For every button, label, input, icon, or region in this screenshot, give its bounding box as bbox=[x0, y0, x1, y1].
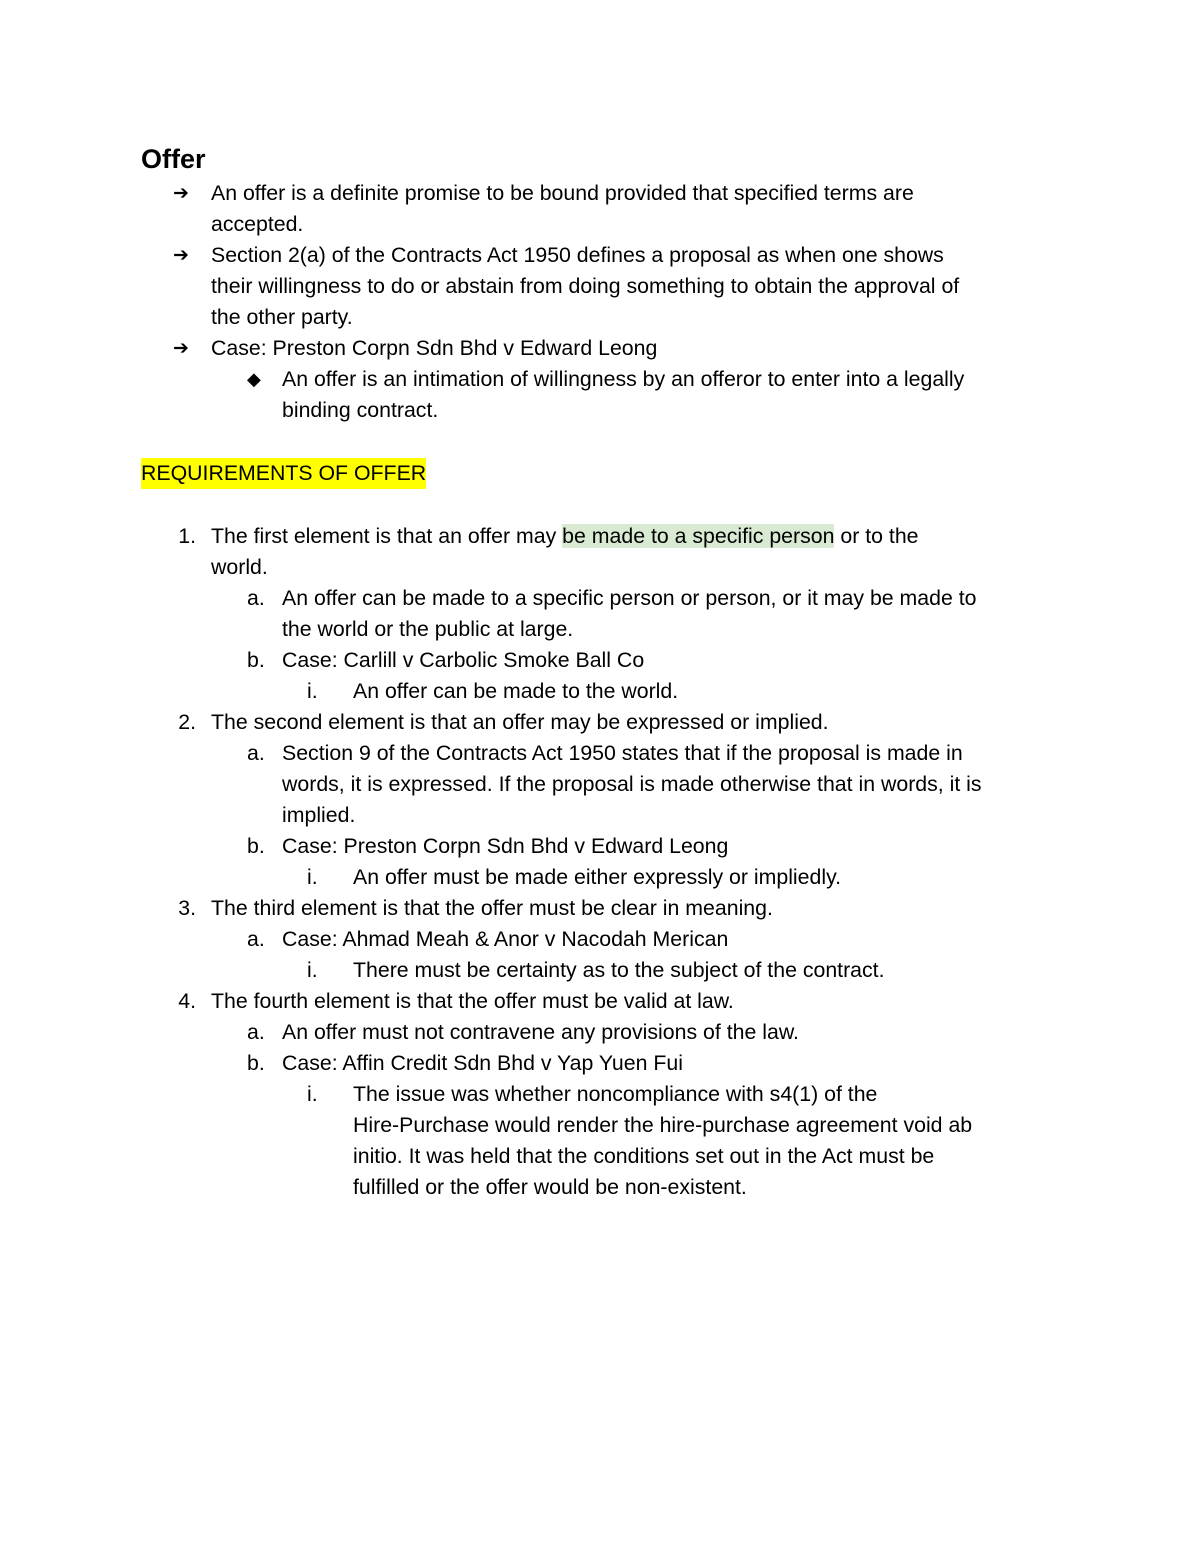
arrow-icon: ➔ bbox=[173, 245, 189, 266]
list-roman: i. bbox=[307, 1082, 318, 1106]
list-letter: a. bbox=[247, 586, 265, 610]
sub-sub-item-line: Hire-Purchase would render the hire-purchase agreement void ab bbox=[353, 1113, 973, 1137]
sub-item-line: Case: Ahmad Meah & Anor v Nacodah Merican bbox=[282, 927, 729, 951]
list-letter: a. bbox=[247, 927, 265, 951]
list-number: 1. bbox=[178, 524, 196, 548]
list-roman: i. bbox=[307, 865, 318, 889]
list-letter: b. bbox=[247, 1051, 265, 1075]
section-heading: REQUIREMENTS OF OFFER bbox=[141, 458, 426, 489]
sub-item-line: An offer can be made to a specific person or person, or it may be made to bbox=[282, 586, 977, 610]
sub-item-line: implied. bbox=[282, 803, 356, 827]
sub-item-line: Case: Preston Corpn Sdn Bhd v Edward Leong bbox=[282, 834, 729, 858]
sub-sub-item-line: An offer must be made either expressly or impliedly. bbox=[353, 865, 842, 889]
bullet-line: their willingness to do or abstain from doing something to obtain the approval of bbox=[211, 274, 960, 298]
list-number: 3. bbox=[178, 896, 196, 920]
list-roman: i. bbox=[307, 679, 318, 703]
list-letter: a. bbox=[247, 741, 265, 765]
sub-item-line: words, it is expressed. If the proposal is made otherwise that in words, it is bbox=[282, 772, 982, 796]
list-item-text: or to the bbox=[834, 524, 919, 548]
sub-item-line: the world or the public at large. bbox=[282, 617, 574, 641]
sub-item-line: An offer must not contravene any provisions of the law. bbox=[282, 1020, 799, 1044]
bullet-line: accepted. bbox=[211, 212, 304, 236]
bullet-line: the other party. bbox=[211, 305, 353, 329]
arrow-icon: ➔ bbox=[173, 183, 189, 204]
sub-item-line: Case: Affin Credit Sdn Bhd v Yap Yuen Fui bbox=[282, 1051, 683, 1075]
sub-sub-item-line: fulfilled or the offer would be non-existent. bbox=[353, 1175, 747, 1199]
bullet-line: Section 2(a) of the Contracts Act 1950 defines a proposal as when one shows bbox=[211, 243, 944, 267]
sub-item-line: Section 9 of the Contracts Act 1950 states that if the proposal is made in bbox=[282, 741, 963, 765]
diamond-icon: ◆ bbox=[247, 369, 261, 389]
list-item-line: The second element is that an offer may be expressed or implied. bbox=[211, 710, 829, 734]
list-number: 4. bbox=[178, 989, 196, 1013]
arrow-icon: ➔ bbox=[173, 338, 189, 359]
page-title: Offer bbox=[141, 144, 206, 174]
bullet-line: Case: Preston Corpn Sdn Bhd v Edward Leong bbox=[211, 336, 658, 360]
list-item-line: world. bbox=[211, 555, 268, 579]
list-roman: i. bbox=[307, 958, 318, 982]
sub-sub-item-line: initio. It was held that the conditions set out in the Act must be bbox=[353, 1144, 935, 1168]
list-letter: b. bbox=[247, 648, 265, 672]
list-number: 2. bbox=[178, 710, 196, 734]
sub-item-line: Case: Carlill v Carbolic Smoke Ball Co bbox=[282, 648, 645, 672]
list-item-line: The fourth element is that the offer must be valid at law. bbox=[211, 989, 734, 1013]
highlighted-phrase: be made to a specific person bbox=[562, 524, 835, 548]
list-letter: b. bbox=[247, 834, 265, 858]
sub-sub-item-line: An offer can be made to the world. bbox=[353, 679, 679, 703]
sub-bullet-line: binding contract. bbox=[282, 398, 439, 422]
bullet-line: An offer is a definite promise to be bound provided that specified terms are bbox=[211, 181, 914, 205]
list-item-line bbox=[211, 521, 919, 552]
sub-sub-item-line: The issue was whether noncompliance with s4(1) of the bbox=[353, 1082, 878, 1106]
list-item-line: The third element is that the offer must be clear in meaning. bbox=[211, 896, 773, 920]
list-letter: a. bbox=[247, 1020, 265, 1044]
sub-bullet-line: An offer is an intimation of willingness by an offeror to enter into a legally bbox=[282, 367, 965, 391]
sub-sub-item-line: There must be certainty as to the subject of the contract. bbox=[353, 958, 885, 982]
list-item-text: The first element is that an offer may bbox=[211, 524, 563, 548]
